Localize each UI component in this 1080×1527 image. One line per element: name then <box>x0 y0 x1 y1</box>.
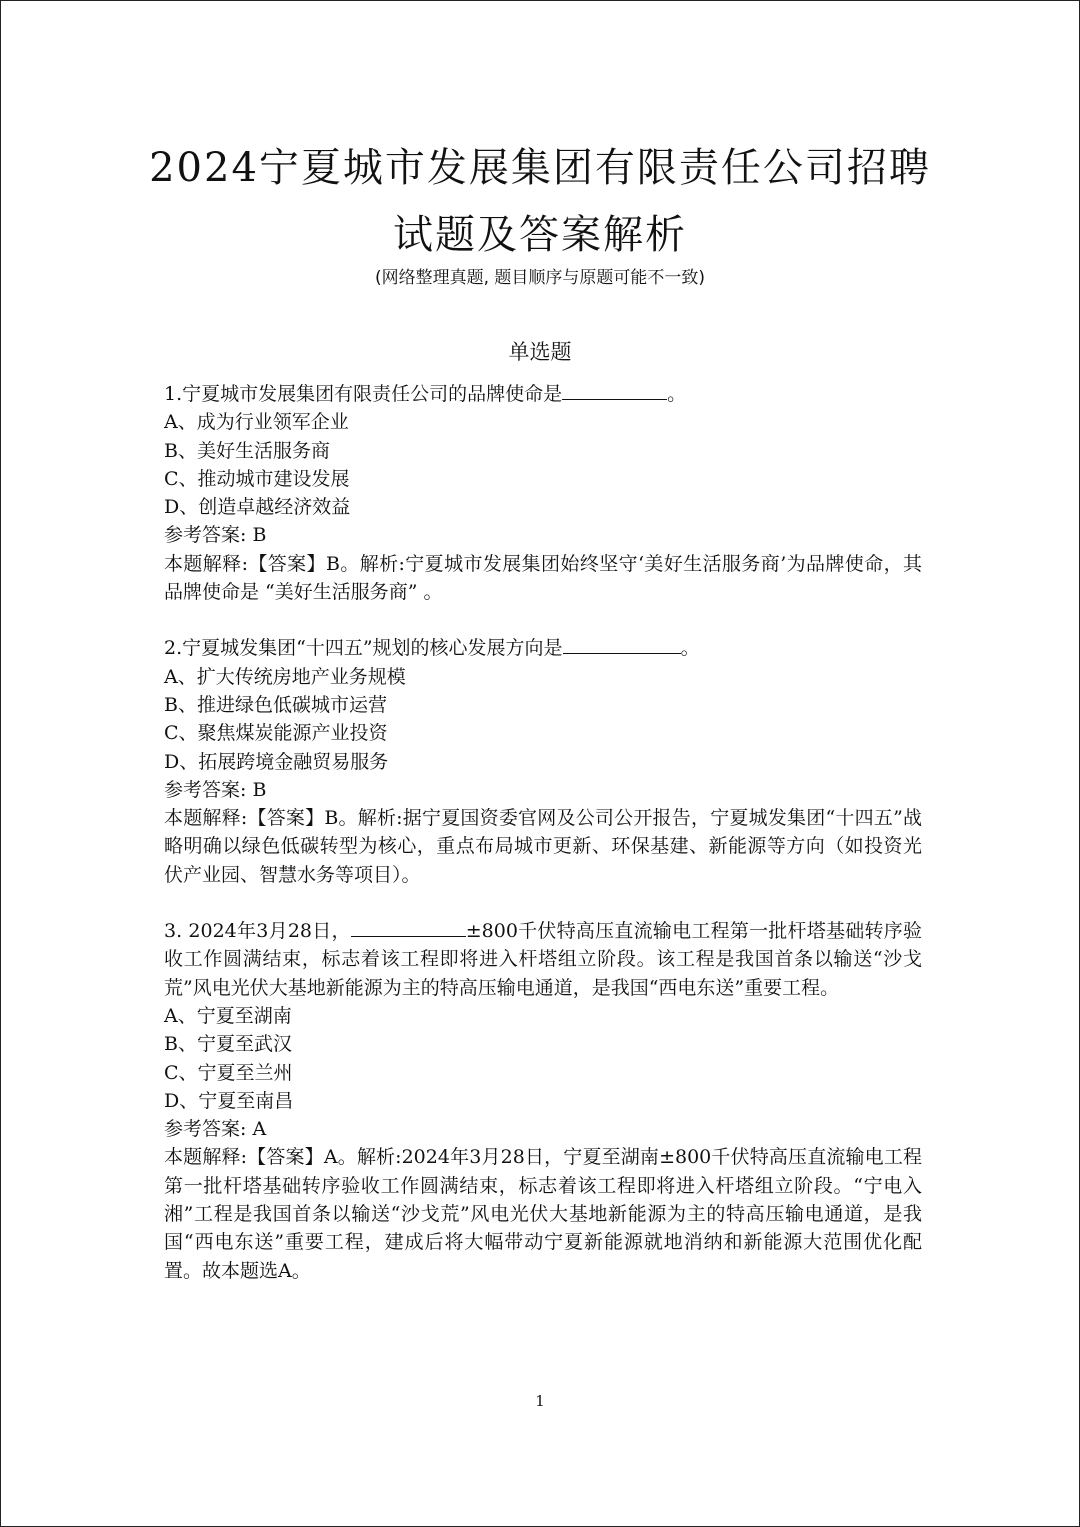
answer-explanation: 本题解释:【答案】B。解析:据宁夏国资委官网及公司公开报告，宁夏城发集团“十四五”战略明确以绿色低碳转型为核心，重点布局城市更新、环保基建、新能源等方向（如投资光伏产业园、智慧水务等项目）。 <box>164 807 922 886</box>
option-b: B、美好生活服务商 <box>164 439 330 462</box>
option-b: B、推进绿色低碳城市运营 <box>164 693 387 716</box>
option-b: B、宁夏至武汉 <box>164 1033 292 1056</box>
question-stem <box>164 634 922 662</box>
option-d: D、创造卓越经济效益 <box>164 496 351 519</box>
document-title-line-1: 2024宁夏城市发展集团有限责任公司招聘 <box>149 145 931 191</box>
reference-answer: 参考答案: B <box>164 524 267 547</box>
option-c: C、推动城市建设发展 <box>164 467 350 490</box>
answer-blank <box>562 381 667 400</box>
answer-blank <box>351 918 466 937</box>
option-a: A、扩大传统房地产业务规模 <box>164 665 406 688</box>
stem-text-before-blank: 2.宁夏城发集团“十四五”规划的核心发展方向是 <box>164 637 563 660</box>
document-title-line-2: 试题及答案解析 <box>393 212 687 258</box>
stem-text-after-blank: ±800千伏特高压直流输电工程第一批杆塔基础转序验收工作圆满结束，标志着该工程即将进入杆塔组立阶段。该工程是我国首条以输送“沙戈荒”风电光伏大基地新能源为主的特高压输电通道，是我国“西电东送”重要工程。 <box>164 920 923 999</box>
question-stem <box>164 917 922 1002</box>
question-list <box>164 380 922 1313</box>
question-3 <box>164 917 922 1285</box>
option-d: D、拓展跨境金融贸易服务 <box>164 750 389 773</box>
option-c: C、聚焦煤炭能源产业投资 <box>164 722 388 745</box>
stem-text-before-blank: 3. 2024年3月28日， <box>164 920 351 943</box>
answer-explanation: 本题解释:【答案】A。解析:2024年3月28日，宁夏至湖南±800千伏特高压直流输电工程第一批杆塔基础转序验收工作圆满结束，标志着该工程即将进入杆塔组立阶段。“宁电入湘”工程是我国首条以输送“沙戈荒”风电光伏大基地新能源为主的特高压输电通道，是我国“西电东送”重要工程，建成后将大幅带动宁夏新能源就地消纳和新能源大范围优化配置。故本题选A。 <box>164 1146 922 1282</box>
option-a: A、宁夏至湖南 <box>164 1004 292 1027</box>
answer-blank <box>563 635 681 654</box>
question-1 <box>164 380 922 606</box>
section-heading: 单选题 <box>508 340 572 364</box>
document-subtitle: (网络整理真题, 题目顺序与原题可能不一致) <box>374 268 706 288</box>
question-2 <box>164 634 922 889</box>
option-d: D、宁夏至南昌 <box>164 1089 294 1112</box>
stem-text-after-blank: 。 <box>667 383 687 405</box>
option-a: A、成为行业领军企业 <box>164 411 349 434</box>
reference-answer: 参考答案: B <box>164 778 267 801</box>
page-number: 1 <box>535 1392 545 1410</box>
stem-text-before-blank: 1.宁夏城市发展集团有限责任公司的品牌使命是 <box>164 383 563 405</box>
stem-text-after-blank: 。 <box>680 637 700 660</box>
reference-answer: 参考答案: A <box>164 1118 267 1141</box>
question-stem <box>164 380 922 408</box>
option-c: C、宁夏至兰州 <box>164 1061 293 1084</box>
answer-explanation: 本题解释:【答案】B。解析:宁夏城市发展集团始终坚守‘美好生活服务商’为品牌使命，其品牌使命是 “美好生活服务商” 。 <box>164 552 922 604</box>
